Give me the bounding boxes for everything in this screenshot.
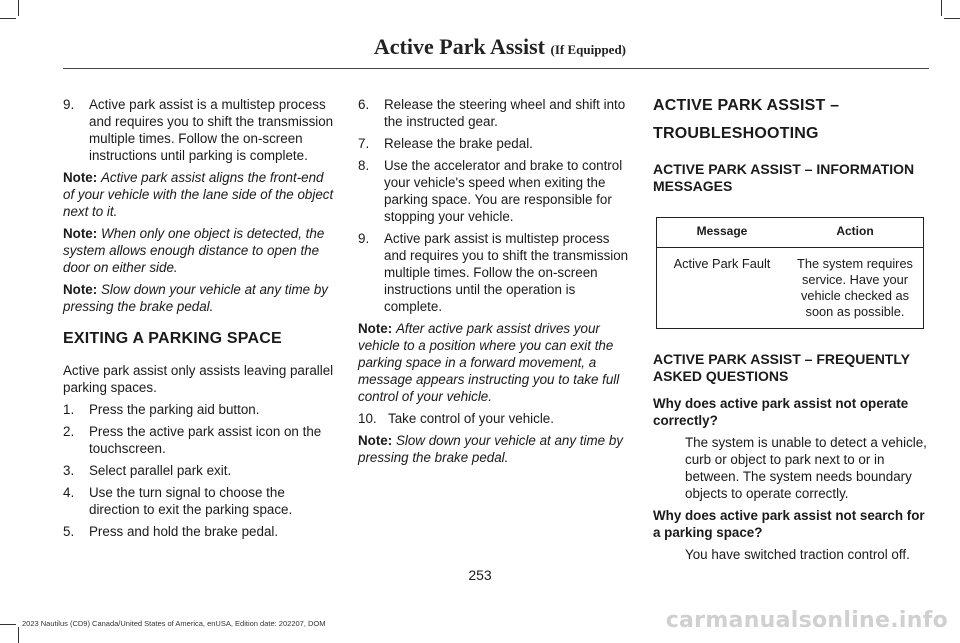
- list-number: 5.: [63, 524, 75, 539]
- list-number: 4.: [63, 485, 75, 500]
- section-heading: ACTIVE PARK ASSIST –: [653, 97, 840, 114]
- faq-question: Why does active park assist not operate correctly?: [653, 396, 909, 428]
- list-number: 1.: [63, 402, 75, 417]
- crop-mark: [0, 624, 16, 625]
- list-text: Use the accelerator and brake to control your vehicle's speed when exiting the parking space. You are responsible for stopping your vehicle.: [384, 158, 623, 224]
- section-heading: EXITING A PARKING SPACE: [63, 330, 282, 347]
- list-item: [63, 462, 338, 479]
- note-text: When only one object is detected, the system allows enough distance to open the door on either side.: [63, 226, 325, 275]
- list-item: [358, 230, 633, 315]
- crop-mark: [944, 18, 960, 19]
- table-cell: Active Park Fault: [673, 256, 771, 271]
- column-left: [63, 96, 338, 545]
- page-title: [374, 34, 626, 60]
- list-item: [358, 410, 633, 427]
- note: [358, 432, 633, 466]
- note: [63, 169, 338, 220]
- column-middle: [358, 96, 633, 471]
- note: [63, 225, 338, 276]
- list-number: 7.: [358, 136, 370, 151]
- note: [358, 320, 633, 405]
- list-text: Use the turn signal to choose the direction to exit the parking space.: [89, 485, 293, 517]
- note-label: Note:: [63, 170, 98, 185]
- page-title-qualifier: (If Equipped): [550, 42, 626, 57]
- crop-mark: [0, 18, 16, 19]
- paragraph: Active park assist only assists leaving parallel parking spaces.: [63, 363, 334, 395]
- page-title-main: Active Park Assist: [373, 34, 545, 59]
- subsection-heading: ACTIVE PARK ASSIST – FREQUENTLY ASKED QUESTIONS: [653, 351, 910, 384]
- list-text: Release the brake pedal.: [384, 136, 533, 151]
- section-heading: TROUBLESHOOTING: [653, 125, 819, 142]
- crop-mark: [18, 627, 19, 643]
- list-text: Press the active park assist icon on the touchscreen.: [89, 424, 322, 456]
- header-divider: [63, 68, 929, 69]
- list-number: 9.: [63, 97, 75, 112]
- list-text: Press the parking aid button.: [89, 402, 260, 417]
- list-item: [358, 157, 633, 225]
- note-label: Note:: [358, 321, 393, 336]
- crop-mark: [18, 0, 19, 16]
- table-header: Message: [657, 218, 788, 248]
- list-number: 6.: [358, 97, 370, 112]
- table-header-row: [657, 218, 924, 248]
- list-item: [63, 484, 338, 518]
- list-number: 9.: [358, 231, 370, 246]
- list-item: [63, 423, 338, 457]
- crop-mark: [941, 0, 942, 16]
- list-number: 10.: [358, 411, 377, 426]
- list-number: 3.: [63, 463, 75, 478]
- column-right: [653, 96, 931, 568]
- watermark: carmanualsonline.info: [665, 608, 948, 633]
- note-text: Active park assist aligns the front-end of your vehicle with the lane side of the object next to it.: [63, 170, 334, 219]
- note-label: Note:: [358, 433, 393, 448]
- faq-answer: You have switched traction control off.: [685, 547, 910, 562]
- list-item: [63, 401, 338, 418]
- table-row: [657, 248, 924, 329]
- note-text: Slow down your vehicle at any time by pressing the brake pedal.: [63, 282, 328, 314]
- list-number: 2.: [63, 424, 75, 439]
- list-text: Press and hold the brake pedal.: [89, 524, 279, 539]
- note-label: Note:: [63, 226, 98, 241]
- list-item: [358, 135, 633, 152]
- table-header: Action: [787, 218, 924, 248]
- list-text: Active park assist is a multistep process and requires you to shift the transmission multiple times. Follow the on-screen instructions until parking is complete.: [89, 97, 334, 163]
- footer-edition: 2023 Nautilus (CD9) Canada/United States of America, enUSA, Edition date: 202207, DOM: [22, 619, 326, 628]
- faq-answer: The system is unable to detect a vehicle, curb or object to park next to or in between. The system needs boundary objects to operate correctly.: [685, 435, 927, 501]
- list-text: Release the steering wheel and shift into the instructed gear.: [384, 97, 626, 129]
- list-text: Take control of your vehicle.: [388, 411, 554, 426]
- list-item: [358, 96, 633, 130]
- subsection-heading: ACTIVE PARK ASSIST – INFORMATION MESSAGES: [653, 161, 915, 194]
- list-item: [63, 523, 338, 540]
- table-cell: The system requires service. Have your vehicle checked as soon as possible.: [797, 256, 913, 319]
- info-messages-table: [656, 217, 924, 329]
- note-text: Slow down your vehicle at any time by pressing the brake pedal.: [358, 433, 623, 465]
- note: [63, 281, 338, 315]
- list-item: [63, 96, 338, 164]
- list-text: Active park assist is multistep process and requires you to shift the transmission multiple times. Follow the on-screen instructions until the operation is complete.: [384, 231, 629, 314]
- faq-question: Why does active park assist not search for a parking space?: [653, 508, 925, 540]
- note-label: Note:: [63, 282, 98, 297]
- list-text: Select parallel park exit.: [89, 463, 232, 478]
- list-number: 8.: [358, 158, 370, 173]
- page-number: 253: [468, 567, 492, 583]
- note-text: After active park assist drives your vehicle to a position where you can exit the parking space in a forward movement, a message appears instructing you to take full control of your vehicle.: [358, 321, 620, 404]
